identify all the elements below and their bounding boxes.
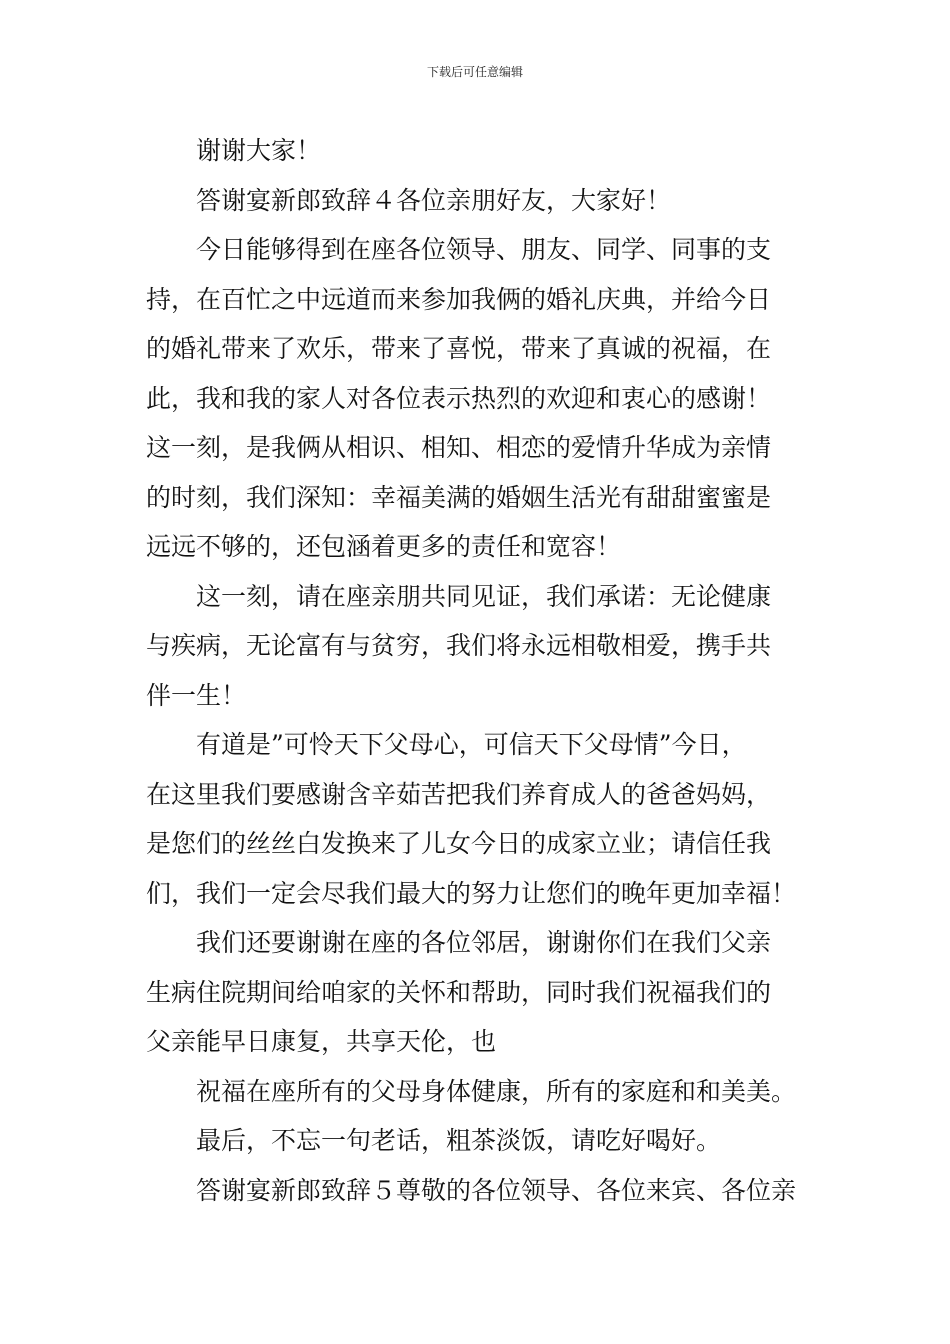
text-line: 伴一生！ [146, 680, 247, 710]
text-line: 有道是”可怜天下父母心，可信天下父母情”今日， [196, 730, 747, 759]
text-line: 谢谢大家！ [196, 136, 322, 165]
text-line: 远远不够的，还包涵着更多的责任和宽容！ [146, 532, 622, 561]
page-header: 下载后可任意编辑 [426, 65, 523, 79]
text-line: 答谢宴新郎致辞５尊敬的各位领导、各位来宾、各位亲 [196, 1175, 797, 1205]
text-line: 最后，不忘一句老话，粗茶淡饭，请吃好喝好。 [196, 1126, 722, 1155]
text-line: 这一刻，是我俩从相识、相知、相恋的爱情升华成为亲情 [146, 433, 772, 462]
text-line: 答谢宴新郎致辞４各位亲朋好友，大家好！ [196, 185, 672, 215]
text-line: 与疾病，无论富有与贫穷，我们将永远相敬相爱，携手共 [146, 631, 772, 660]
text-line: 们，我们一定会尽我们最大的努力让您们的晚年更加幸福！ [146, 878, 797, 908]
text-line: 祝福在座所有的父母身体健康，所有的家庭和和美美。 [196, 1076, 797, 1106]
document-body [146, 126, 810, 1215]
text-line: 持，在百忙之中远道而来参加我俩的婚礼庆典，并给今日 [146, 284, 772, 314]
text-line: 的时刻，我们深知：幸福美满的婚姻生活光有甜甜蜜蜜是 [146, 482, 772, 512]
text-line: 生病住院期间给咱家的关怀和帮助，同时我们祝福我们的 [146, 977, 772, 1007]
text-line: 此，我和我的家人对各位表示热烈的欢迎和衷心的感谢！ [146, 383, 772, 413]
text-line: 今日能够得到在座各位领导、朋友、同学、同事的支 [196, 235, 772, 264]
text-line: 的婚礼带来了欢乐，带来了喜悦，带来了真诚的祝福，在 [146, 334, 772, 363]
text-line: 父亲能早日康复，共享天伦，也 [146, 1027, 497, 1056]
text-line: 这一刻，请在座亲朋共同见证，我们承诺：无论健康 [196, 581, 772, 611]
text-line: 是您们的丝丝白发换来了儿女今日的成家立业；请信任我 [146, 829, 772, 858]
text-line: 在这里我们要感谢含辛茹苦把我们养育成人的爸爸妈妈， [146, 779, 772, 809]
text-line: 我们还要谢谢在座的各位邻居，谢谢你们在我们父亲 [196, 928, 772, 957]
